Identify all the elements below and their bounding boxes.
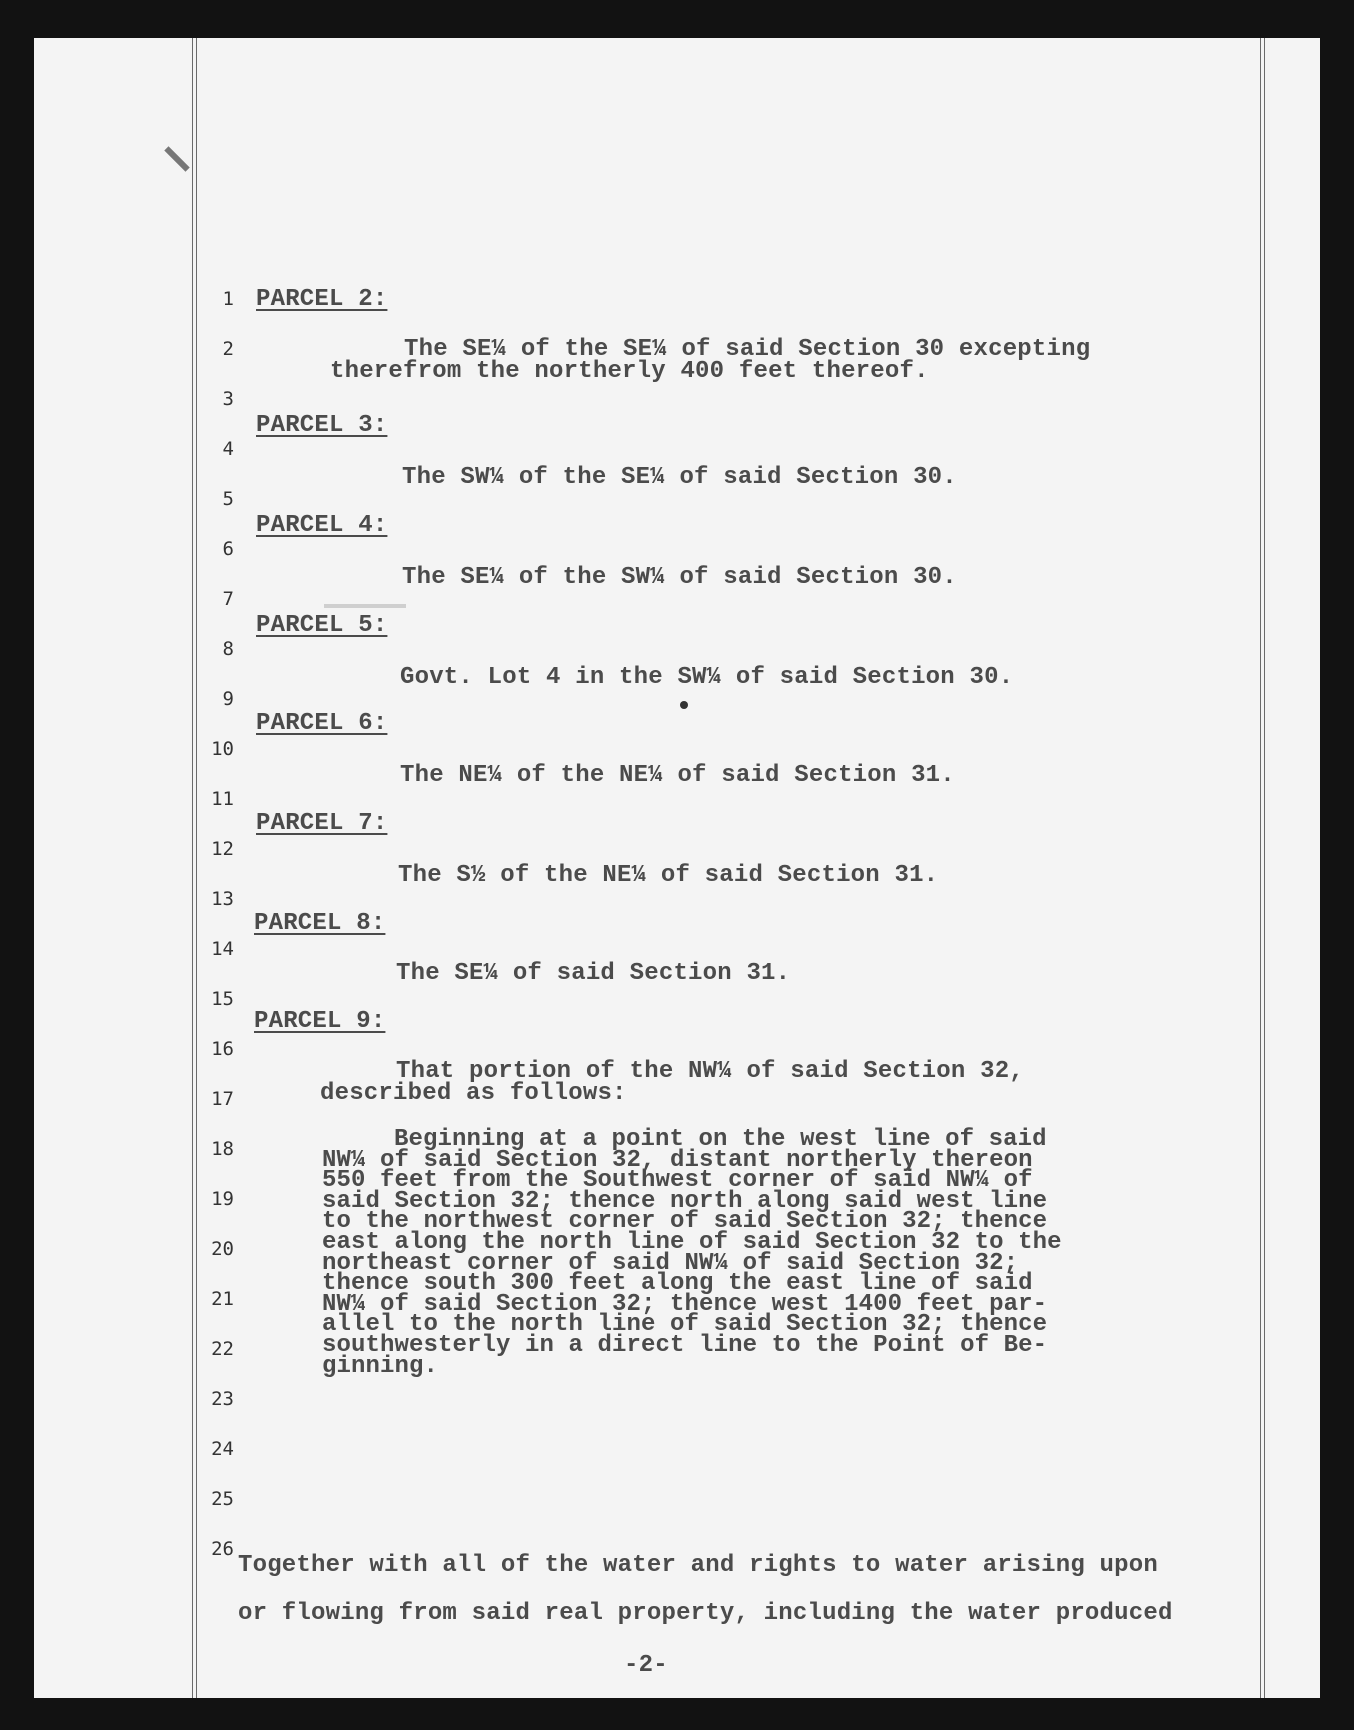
parcel-text: therefrom the northerly 400 feet thereof. (330, 358, 929, 385)
faint-smudge (324, 604, 406, 608)
parcel-text: That portion of the NW¼ of said Section 32, (396, 1058, 1024, 1085)
line-number: 5 (222, 488, 234, 510)
parcel-heading: PARCEL 9: (254, 1008, 386, 1035)
parcel-heading: PARCEL 2: (256, 286, 388, 313)
line-number: 10 (211, 738, 234, 760)
parcel-text: The NE¼ of the NE¼ of said Section 31. (400, 762, 955, 789)
line-number: 20 (211, 1238, 234, 1260)
line-number: 13 (211, 888, 234, 910)
line-number: 22 (211, 1338, 234, 1360)
parcel-heading: PARCEL 3: (256, 412, 388, 439)
parcel-9-legal-description: Beginning at a point on the west line of said NW¼ of said Section 32, distant northerly thereon 550 feet from the Southwest corner of said NW¼ of said Section 32; thence north along said west line to the northwest corner of said Section 32; thence east along the north line of said Section 32 to the northeast corner of said NW¼ of said Section 32; thence south 300 feet along the east line of said NW¼ of said Section 32; thence west 1400 feet par- allel to the north line of said Section 32; thence southwesterly in a direct line to the Point of Be- ginning. (322, 1126, 1062, 1380)
line-number: 21 (211, 1288, 234, 1310)
page-number: -2- (624, 1652, 668, 1679)
line-number: 11 (211, 788, 234, 810)
line-number: 19 (211, 1188, 234, 1210)
parcel-text: described as follows: (320, 1080, 627, 1107)
line-number: 24 (211, 1438, 234, 1460)
parcel-text: The S½ of the NE¼ of said Section 31. (398, 862, 939, 889)
line-number: 8 (222, 638, 234, 660)
parcel-text: The SW¼ of the SE¼ of said Section 30. (402, 464, 957, 491)
line-number: 6 (222, 538, 234, 560)
right-margin-rule-inner (1264, 38, 1265, 1698)
parcel-text: The SE¼ of the SW¼ of said Section 30. (402, 564, 957, 591)
parcel-heading: PARCEL 8: (254, 910, 386, 937)
line-number: 17 (211, 1088, 234, 1110)
parcel-text: The SE¼ of the SE¼ of said Section 30 excepting (404, 336, 1091, 363)
closing-text: Together with all of the water and rights to water arising upon (238, 1552, 1158, 1579)
line-number: 9 (222, 688, 234, 710)
closing-text: or flowing from said real property, including the water produced (238, 1600, 1173, 1627)
line-number: 15 (211, 988, 234, 1010)
document-page (34, 38, 1320, 1698)
parcel-text: Govt. Lot 4 in the SW¼ of said Section 30. (400, 664, 1014, 691)
line-number: 12 (211, 838, 234, 860)
line-number: 25 (211, 1488, 234, 1510)
parcel-heading: PARCEL 5: (256, 612, 388, 639)
line-number: 4 (222, 438, 234, 460)
parcel-heading: PARCEL 4: (256, 512, 388, 539)
ink-spot (680, 701, 688, 709)
line-number: 16 (211, 1038, 234, 1060)
line-number: 1 (222, 288, 234, 310)
right-margin-rule (1260, 38, 1261, 1698)
staple-mark (164, 146, 189, 171)
line-number: 3 (222, 388, 234, 410)
line-number: 14 (211, 938, 234, 960)
parcel-heading: PARCEL 7: (256, 810, 388, 837)
line-number: 23 (211, 1388, 234, 1410)
parcel-text: The SE¼ of said Section 31. (396, 960, 791, 987)
line-number: 7 (222, 588, 234, 610)
line-number: 18 (211, 1138, 234, 1160)
line-number: 2 (222, 338, 234, 360)
parcel-heading: PARCEL 6: (256, 710, 388, 737)
line-number: 26 (211, 1538, 234, 1560)
